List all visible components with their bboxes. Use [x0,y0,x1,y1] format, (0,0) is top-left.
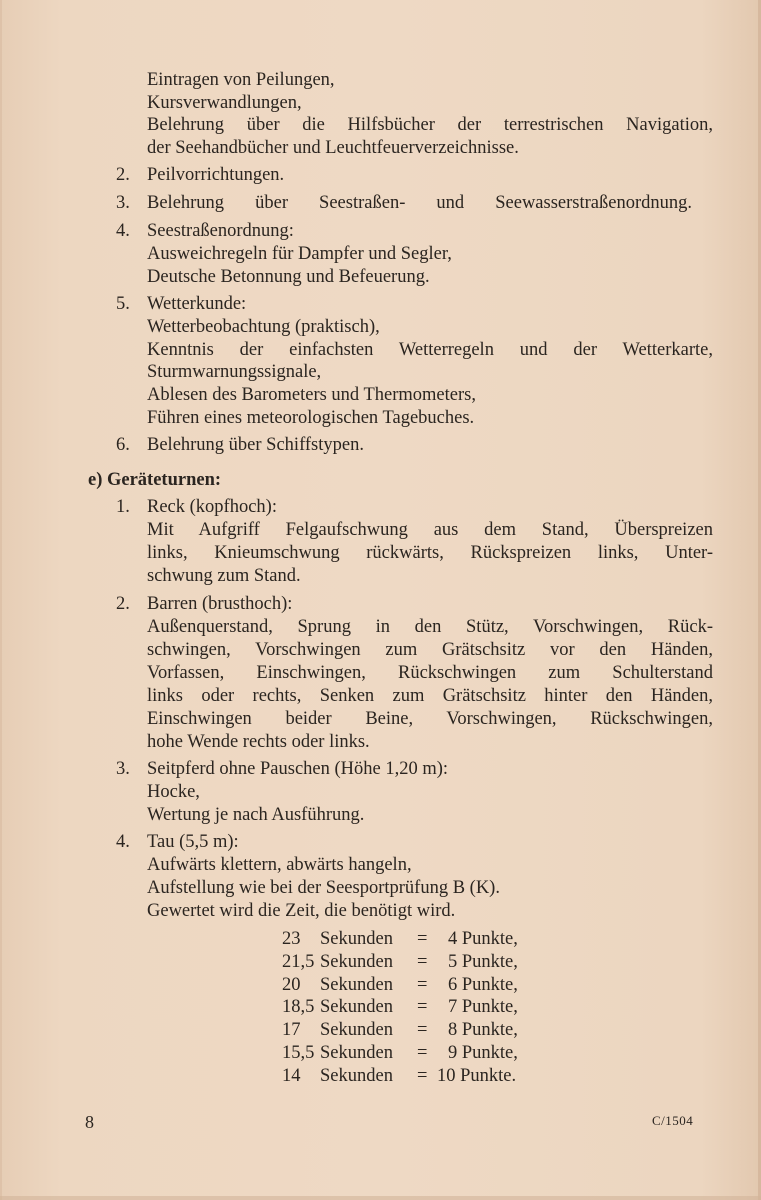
item-text: Hocke, [147,782,200,802]
equals-cell: = [417,1066,428,1086]
item-text: Mit Aufgriff Felgaufschwung aus dem Stand, Überspreizen [147,520,713,540]
item-text: Gewertet wird die Zeit, die benötigt wird. [147,901,456,921]
item-text: Aufwärts klettern, abwärts hangeln, [147,855,412,875]
item-number: 3. [116,193,130,213]
equals-cell: = [417,975,428,995]
item-text: Reck (kopfhoch): [147,497,277,517]
item-text: Wetterbeobachtung (praktisch), [147,317,380,337]
unit-cell: Sekunden [320,1066,393,1086]
item-text: Wertung je nach Ausführung. [147,805,365,825]
page-edge-bottom [0,1196,761,1200]
points-cell: 5 Punkte, [448,952,518,972]
points-cell: 7 Punkte, [448,997,518,1017]
equals-cell: = [417,929,428,949]
item-text: schwung zum Stand. [147,566,301,586]
item-text: Wetterkunde: [147,294,247,314]
seconds-cell: 14 [282,1066,301,1086]
equals-cell: = [417,952,428,972]
item-text: Sturmwarnungssignale, [147,362,322,382]
seconds-cell: 20 [282,975,301,995]
item-number: 6. [116,435,130,455]
points-cell: 10 Punkte. [437,1066,517,1086]
seconds-cell: 17 [282,1020,301,1040]
item-number: 1. [116,497,130,517]
unit-cell: Sekunden [320,929,393,949]
points-cell: 6 Punkte, [448,975,518,995]
item-text: Einschwingen beider Beine, Vorschwingen, Rückschwingen, [147,709,713,729]
page-number: 8 [85,1112,94,1132]
seconds-cell: 18,5 [282,997,315,1017]
item-text: Ausweichregeln für Dampfer und Segler, [147,244,452,264]
item-text: Kenntnis der einfachsten Wetterregeln und der Wetterkarte, [147,340,713,360]
text-line: Belehrung über die Hilfsbücher der terrestrischen Navigation, [147,115,713,135]
equals-cell: = [417,1043,428,1063]
unit-cell: Sekunden [320,975,393,995]
item-number: 5. [116,294,130,314]
item-number: 4. [116,832,130,852]
section-heading: e) Geräteturnen: [88,470,222,490]
item-text: hohe Wende rechts oder links. [147,732,370,752]
unit-cell: Sekunden [320,997,393,1017]
item-text: schwingen, Vorschwingen zum Grätschsitz vor den Händen, [147,640,713,660]
text-line: der Seehandbücher und Leuchtfeuerverzeichnisse. [147,138,519,158]
seconds-cell: 21,5 [282,952,315,972]
equals-cell: = [417,1020,428,1040]
item-text: Außenquerstand, Sprung in den Stütz, Vorschwingen, Rück- [147,617,713,637]
item-number: 4. [116,221,130,241]
item-text: Seestraßenordnung: [147,221,294,241]
points-cell: 9 Punkte, [448,1043,518,1063]
unit-cell: Sekunden [320,1020,393,1040]
item-number: 2. [116,165,130,185]
item-text: links oder rechts, Senken zum Grätschsitz hinter den Händen, [147,686,713,706]
print-code: C/1504 [652,1113,694,1128]
item-text: Aufstellung wie bei der Seesportprüfung B (K). [147,878,500,898]
item-text: links, Knieumschwung rückwärts, Rückspreizen links, Unter- [147,543,713,563]
item-text: Ablesen des Barometers und Thermometers, [147,385,476,405]
item-text: Barren (brusthoch): [147,594,293,614]
item-text: Vorfassen, Einschwingen, Rückschwingen zum Schulterstand [147,663,713,683]
unit-cell: Sekunden [320,952,393,972]
text-line: Kursverwandlungen, [147,93,302,113]
points-cell: 8 Punkte, [448,1020,518,1040]
item-text: Peilvorrichtungen. [147,165,285,185]
text-line: Eintragen von Peilungen, [147,70,335,90]
equals-cell: = [417,997,428,1017]
item-number: 2. [116,594,130,614]
page-edge-left [0,0,2,1200]
item-text: Belehrung über Schiffstypen. [147,435,364,455]
item-text: Belehrung über Seestraßen- und Seewasserstraßenordnung. [147,193,692,213]
item-text: Tau (5,5 m): [147,832,239,852]
unit-cell: Sekunden [320,1043,393,1063]
item-text: Führen eines meteorologischen Tagebuches. [147,408,475,428]
item-number: 3. [116,759,130,779]
seconds-cell: 23 [282,929,301,949]
item-text: Seitpferd ohne Pauschen (Höhe 1,20 m): [147,759,449,779]
item-text: Deutsche Betonnung und Befeuerung. [147,267,430,287]
seconds-cell: 15,5 [282,1043,315,1063]
points-cell: 4 Punkte, [448,929,518,949]
